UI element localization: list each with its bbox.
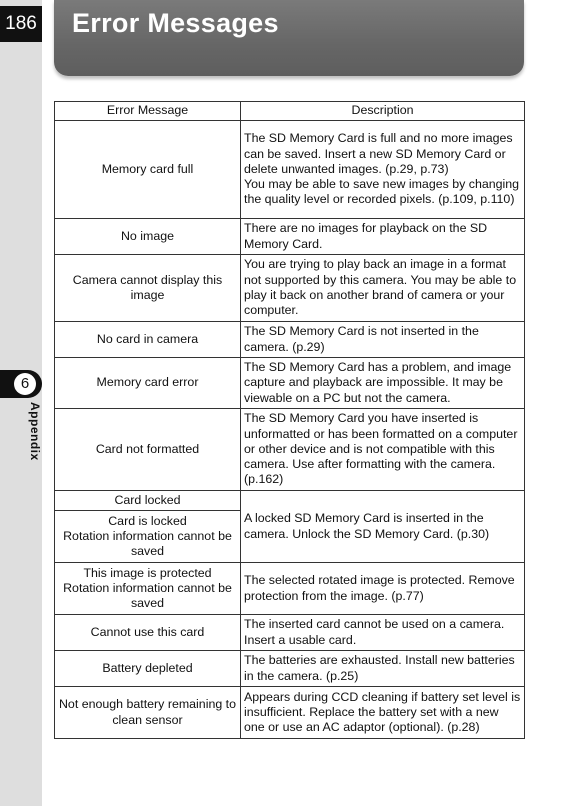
error-message-cell: Cannot use this card xyxy=(55,615,241,651)
error-message-cell: Not enough battery remaining to clean sensor xyxy=(55,687,241,739)
description-cell: Appears during CCD cleaning if battery set level is insufficient. Replace the battery set with a new one or use an AC adaptor (optional). (p.28) xyxy=(241,687,525,739)
table-row xyxy=(55,687,525,739)
description-cell: The SD Memory Card is full and no more images can be saved. Insert a new SD Memory Card or delete unwanted images. (p.29, p.73) You may be able to save new images by changing the quality level or recorded pixels. (p.109, p.110) xyxy=(241,121,525,219)
error-message-cell: Camera cannot display this image xyxy=(55,255,241,322)
description-cell: A locked SD Memory Card is inserted in the camera. Unlock the SD Memory Card. (p.30) xyxy=(241,491,525,563)
description-cell: The SD Memory Card is not inserted in the camera. (p.29) xyxy=(241,322,525,358)
page-title: Error Messages xyxy=(72,8,279,38)
column-header-description: Description xyxy=(241,102,525,121)
table-row xyxy=(55,491,525,511)
chapter-label: Appendix xyxy=(28,402,42,461)
page-number: 186 xyxy=(0,6,42,42)
table-row xyxy=(55,322,525,358)
error-message-cell: No image xyxy=(55,219,241,255)
error-message-cell: This image is protected Rotation information cannot be saved xyxy=(55,563,241,615)
description-cell: The inserted card cannot be used on a camera. Insert a usable card. xyxy=(241,615,525,651)
table-row xyxy=(55,615,525,651)
description-cell: The SD Memory Card has a problem, and image capture and playback are impossible. It may be viewable on a PC but not the camera. xyxy=(241,358,525,409)
table-header-row xyxy=(55,102,525,121)
error-message-cell: Battery depleted xyxy=(55,651,241,687)
error-messages-table xyxy=(54,101,525,739)
error-message-cell: Memory card full xyxy=(55,121,241,219)
chapter-number: 6 xyxy=(14,373,36,395)
description-cell: The selected rotated image is protected. Remove protection from the image. (p.77) xyxy=(241,563,525,615)
column-header-message: Error Message xyxy=(55,102,241,121)
error-message-cell: Card is locked Rotation information cannot be saved xyxy=(55,511,241,563)
table-row xyxy=(55,255,525,322)
error-message-cell: No card in camera xyxy=(55,322,241,358)
table-row xyxy=(55,651,525,687)
table-row xyxy=(55,121,525,219)
table-row xyxy=(55,409,525,491)
table-row xyxy=(55,563,525,615)
table-row xyxy=(55,358,525,409)
error-message-cell: Card locked xyxy=(55,491,241,511)
error-message-cell: Card not formatted xyxy=(55,409,241,491)
description-cell: You are trying to play back an image in a format not supported by this camera. You may be able to play it back on another brand of camera or your computer. xyxy=(241,255,525,322)
description-cell: There are no images for playback on the SD Memory Card. xyxy=(241,219,525,255)
error-message-cell: Memory card error xyxy=(55,358,241,409)
description-cell: The batteries are exhausted. Install new batteries in the camera. (p.25) xyxy=(241,651,525,687)
description-cell: The SD Memory Card you have inserted is unformatted or has been formatted on a computer or other device and is not compatible with this camera. Use after formatting with the camera. (p.162) xyxy=(241,409,525,491)
table-row xyxy=(55,219,525,255)
